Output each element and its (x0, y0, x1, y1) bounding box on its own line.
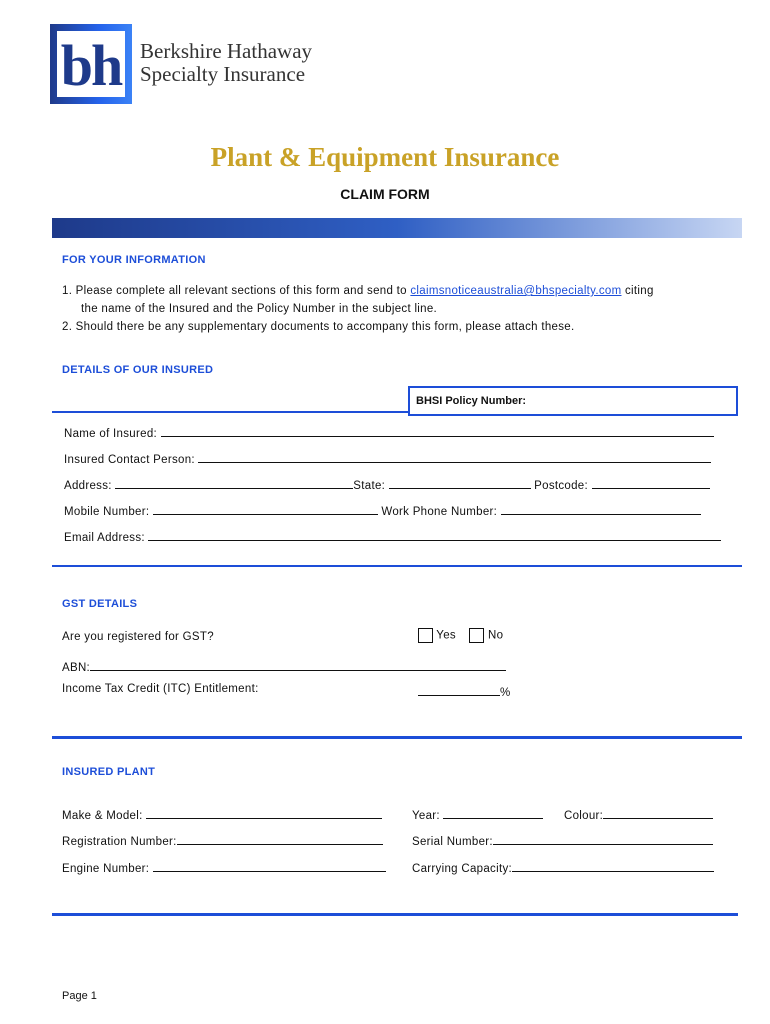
form-subtitle: CLAIM FORM (340, 186, 430, 202)
mobile-number-label: Mobile Number: (64, 506, 150, 518)
engine-field[interactable] (153, 859, 386, 872)
address-field[interactable] (115, 476, 353, 489)
company-name-line2: Specialty Insurance (140, 62, 306, 86)
make-model-field[interactable] (146, 806, 382, 819)
colour-row (564, 806, 713, 822)
capacity-row (412, 859, 714, 875)
postcode-field[interactable] (592, 476, 710, 489)
claims-email-link[interactable]: claimsnoticeaustralia@bhspecialty.com (410, 285, 622, 297)
colour-field[interactable] (603, 806, 713, 819)
contact-person-label: Insured Contact Person: (64, 454, 195, 466)
serial-row (412, 832, 713, 848)
gst-yes-checkbox[interactable] (418, 628, 433, 643)
address-row (64, 476, 710, 492)
plant-top-divider (52, 736, 742, 739)
gst-registered-label: Are you registered for GST? (62, 631, 214, 643)
make-model-label: Make & Model: (62, 810, 143, 822)
registration-field[interactable] (177, 832, 383, 845)
contact-person-row (64, 450, 711, 466)
company-logo (50, 24, 132, 104)
state-field[interactable] (389, 476, 531, 489)
make-model-row (62, 806, 382, 822)
name-of-insured-label: Name of Insured: (64, 428, 158, 440)
engine-row (62, 859, 386, 875)
address-label: Address: (64, 480, 112, 492)
gst-no-label: No (487, 629, 504, 642)
mobile-number-field[interactable] (153, 502, 378, 515)
company-name (140, 40, 312, 86)
name-of-insured-row (64, 424, 714, 440)
abn-field[interactable] (90, 658, 506, 671)
gst-no-checkbox[interactable] (469, 628, 484, 643)
gst-options (418, 628, 503, 643)
form-title: Plant & Equipment Insurance (210, 142, 560, 172)
phone-row (64, 502, 701, 518)
page-number: Page 1 (62, 990, 97, 1002)
capacity-label: Carrying Capacity: (412, 863, 512, 875)
header-banner (52, 218, 742, 238)
email-address-field[interactable] (148, 528, 721, 541)
year-label: Year: (412, 810, 440, 822)
name-of-insured-field[interactable] (161, 424, 714, 437)
policy-number-label: BHSI Policy Number: (416, 395, 527, 407)
state-label: State: (353, 480, 386, 492)
registration-label: Registration Number: (62, 836, 177, 848)
gst-top-divider (52, 565, 742, 567)
contact-person-field[interactable] (198, 450, 711, 463)
logo-monogram: bh (60, 33, 122, 98)
work-phone-label: Work Phone Number: (381, 506, 498, 518)
itc-field[interactable] (418, 683, 500, 696)
gst-heading: GST DETAILS (62, 598, 138, 610)
engine-label: Engine Number: (62, 863, 150, 875)
abn-label: ABN: (62, 662, 91, 674)
info-item-1-line2: the name of the Insured and the Policy Number in the subject line. (81, 303, 438, 315)
itc-row (418, 683, 511, 699)
year-row (412, 806, 543, 822)
plant-bottom-divider (52, 913, 738, 916)
insured-heading: DETAILS OF OUR INSURED (62, 364, 214, 376)
info-item-1-prefix: 1. Please complete all relevant sections of this form and send to (62, 285, 407, 297)
info-item-1 (62, 285, 654, 297)
serial-label: Serial Number: (412, 836, 493, 848)
info-item-1-suffix: citing (625, 285, 654, 297)
postcode-label: Postcode: (534, 480, 588, 492)
email-row (64, 528, 721, 544)
insured-divider (52, 411, 408, 413)
registration-row (62, 832, 383, 848)
serial-field[interactable] (493, 832, 713, 845)
policy-number-box[interactable] (408, 386, 738, 416)
abn-row (62, 658, 506, 674)
email-address-label: Email Address: (64, 532, 145, 544)
info-item-2: 2. Should there be any supplementary documents to accompany this form, please attach these. (62, 321, 575, 333)
gst-yes-label: Yes (436, 629, 456, 642)
itc-label: Income Tax Credit (ITC) Entitlement: (62, 683, 259, 695)
capacity-field[interactable] (512, 859, 714, 872)
company-name-line1: Berkshire Hathaway (140, 39, 313, 63)
work-phone-field[interactable] (501, 502, 701, 515)
info-heading: FOR YOUR INFORMATION (62, 254, 206, 266)
year-field[interactable] (443, 806, 543, 819)
colour-label: Colour: (564, 810, 604, 822)
itc-percent-sign: % (500, 687, 511, 699)
plant-heading: INSURED PLANT (62, 766, 156, 778)
